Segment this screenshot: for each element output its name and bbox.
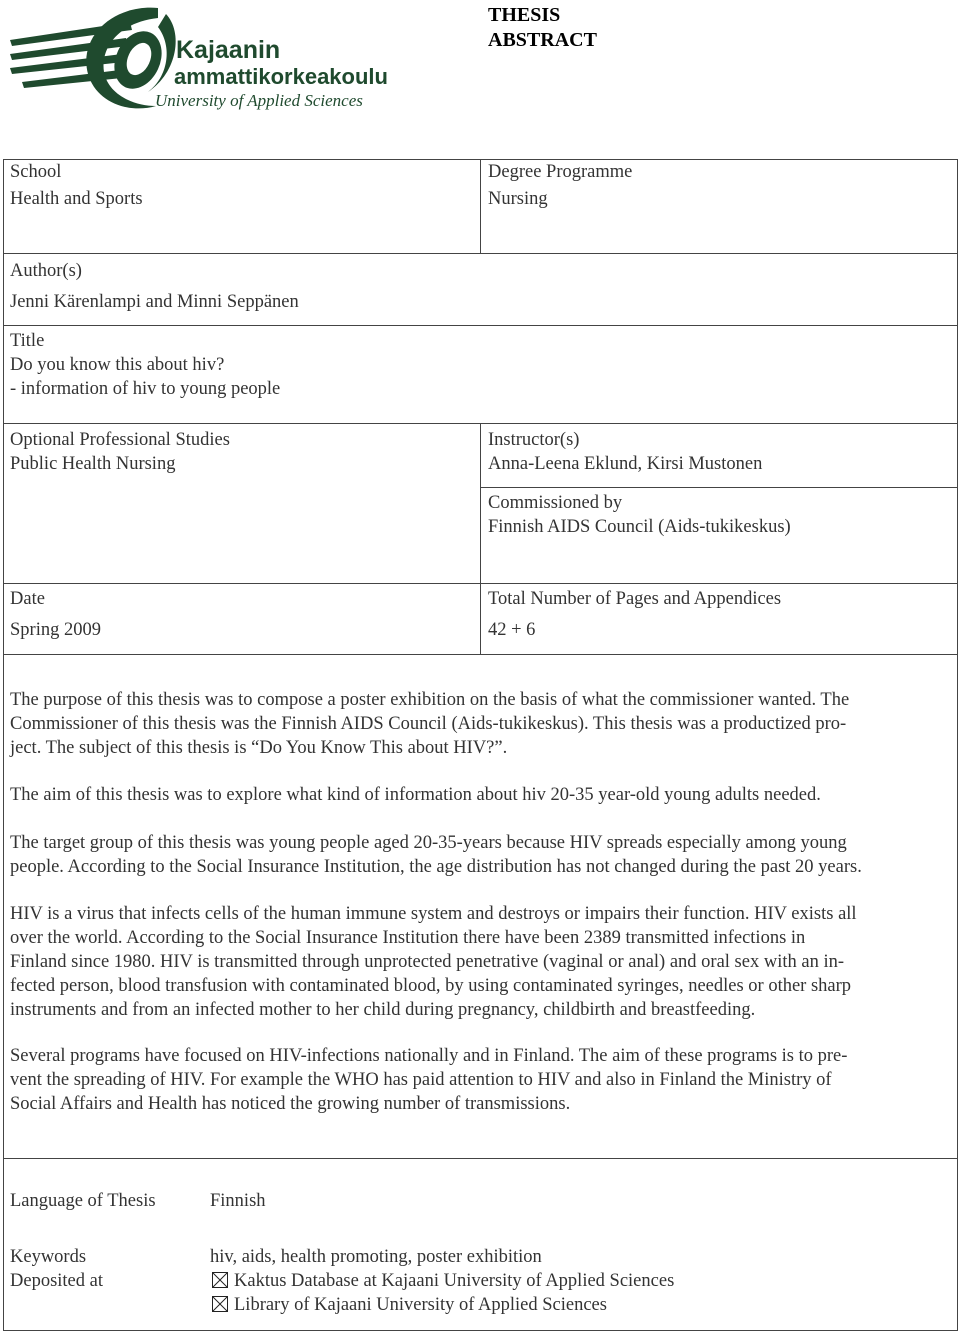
document-subtitle: ABSTRACT — [488, 29, 597, 51]
deposited-label: Deposited at — [10, 1271, 103, 1291]
abstract-line: people. According to the Social Insurance Institution, the age distribution has not changed during the past 20 years. — [10, 857, 862, 877]
degree-value: Nursing — [488, 189, 548, 209]
commissioned-value: Finnish AIDS Council (Aids-tukikeskus) — [488, 517, 791, 537]
abstract-paragraph — [10, 1044, 847, 1116]
column-divider — [480, 159, 481, 254]
deposited-item-library — [212, 1293, 607, 1317]
abstract-line: The aim of this thesis was to explore what kind of information about hiv 20-35 year-old young adults needed. — [10, 785, 821, 805]
abstract-line: Social Affairs and Health has noticed the growing number of transmissions. — [10, 1094, 571, 1114]
abstract-line: The purpose of this thesis was to compose a poster exhibition on the basis of what the commissioner wanted. The — [10, 690, 850, 710]
keywords-label: Keywords — [10, 1247, 87, 1267]
abstract-line: instruments and from an infected mother to her child during pregnancy, childbirth and breastfeeding. — [10, 1000, 756, 1020]
abstract-paragraph — [10, 783, 821, 807]
logo-line-1: Kajaanin — [176, 36, 281, 64]
row-divider — [3, 325, 958, 326]
abstract-line: fected person, blood transfusion with contaminated blood, by using contaminated syringes, needles or other sharp — [10, 976, 852, 996]
deposited-item-label: Library of Kajaani University of Applied Sciences — [234, 1295, 607, 1315]
checked-box-icon[interactable] — [212, 1296, 228, 1312]
title-line-2: - information of hiv to young people — [10, 379, 281, 399]
date-label: Date — [10, 589, 45, 609]
instructor-label: Instructor(s) — [488, 430, 580, 450]
commissioned-label: Commissioned by — [488, 493, 623, 513]
language-label: Language of Thesis — [10, 1191, 156, 1211]
abstract-line: ject. The subject of this thesis is “Do You Know This about HIV?”. — [10, 738, 508, 758]
title-line-1: Do you know this about hiv? — [10, 355, 225, 375]
date-value: Spring 2009 — [10, 620, 101, 640]
table-border-left — [3, 159, 4, 1331]
title-label: Title — [10, 331, 45, 351]
column-divider — [480, 423, 481, 654]
checked-box-icon[interactable] — [212, 1272, 228, 1288]
deposited-item-kaktus — [212, 1269, 674, 1293]
ops-label: Optional Professional Studies — [10, 430, 230, 450]
abstract-paragraph — [10, 902, 857, 1022]
logo-line-2: ammattikorkeakoulu — [174, 64, 388, 89]
abstract-line: HIV is a virus that infects cells of the human immune system and destroys or impairs their function. HIV exists all — [10, 904, 857, 924]
author-value: Jenni Kärenlampi and Minni Seppänen — [10, 292, 299, 312]
row-divider — [3, 654, 958, 655]
ops-value: Public Health Nursing — [10, 454, 176, 474]
logo-emblem-icon — [8, 2, 393, 116]
abstract-line: Commissioner of this thesis was the Finnish AIDS Council (Aids-tukikeskus). This thesis was a productized pro- — [10, 714, 847, 734]
university-logo — [8, 2, 393, 116]
instructor-value: Anna-Leena Eklund, Kirsi Mustonen — [488, 454, 763, 474]
row-divider — [480, 487, 958, 488]
degree-label: Degree Programme — [488, 162, 633, 182]
author-label: Author(s) — [10, 261, 82, 281]
language-value: Finnish — [210, 1191, 266, 1211]
table-border-right — [957, 159, 958, 1331]
abstract-line: vent the spreading of HIV. For example the WHO has paid attention to HIV and also in Finland the Ministry of — [10, 1070, 832, 1090]
abstract-line: Several programs have focused on HIV-infections nationally and in Finland. The aim of these programs is to pre- — [10, 1046, 848, 1066]
keywords-value: hiv, aids, health promoting, poster exhibition — [210, 1247, 542, 1267]
abstract-line: The target group of this thesis was young people aged 20-35-years because HIV spreads especially among young — [10, 833, 847, 853]
document-title: THESIS — [488, 4, 561, 26]
logo-line-3: University of Applied Sciences — [155, 91, 363, 110]
abstract-line: over the world. According to the Social Insurance Institution there have been 2389 transmitted infections in — [10, 928, 806, 948]
pages-value: 42 + 6 — [488, 620, 536, 640]
table-border-bottom — [3, 1330, 958, 1331]
row-divider — [3, 1158, 958, 1159]
abstract-line: Finland since 1980. HIV is transmitted through unprotected penetrative (vaginal or anal) and oral sex with an in- — [10, 952, 844, 972]
school-label: School — [10, 162, 62, 182]
abstract-body — [10, 688, 849, 760]
abstract-paragraph — [10, 831, 862, 879]
school-value: Health and Sports — [10, 189, 143, 209]
deposited-item-label: Kaktus Database at Kajaani University of Applied Sciences — [234, 1271, 675, 1291]
pages-label: Total Number of Pages and Appendices — [488, 589, 782, 609]
